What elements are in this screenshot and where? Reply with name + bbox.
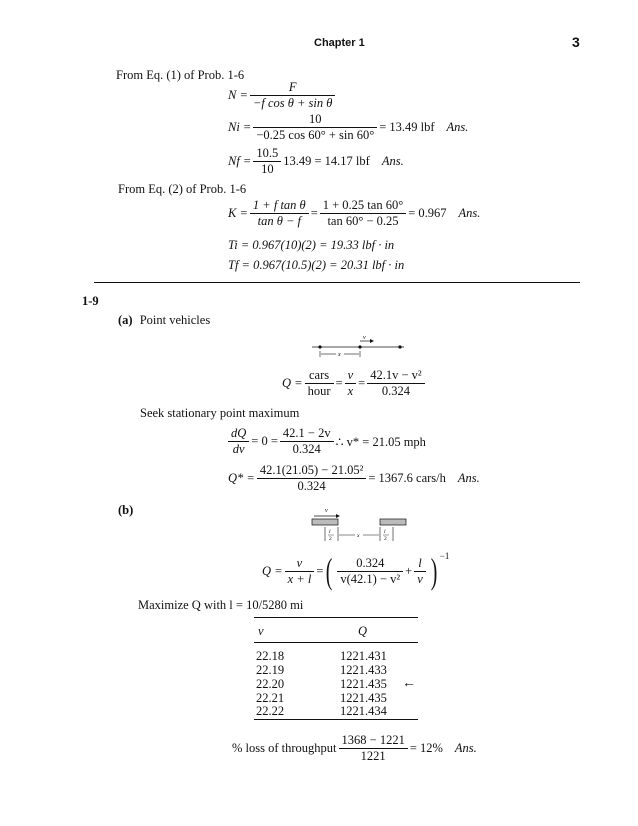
Q-lhs: Q = <box>282 376 303 390</box>
table-header-rule <box>254 642 418 643</box>
equation-N <box>228 80 337 111</box>
equation-loss <box>232 733 477 764</box>
table-cell-Q-1: 1221.431 <box>340 649 387 663</box>
velocity-label-b: v <box>325 508 328 514</box>
K-rhs: = 0.967 <box>408 206 447 220</box>
half-length-two-2: 2 <box>384 536 387 542</box>
table-cell-Q-3: 1221.435 <box>340 677 387 691</box>
Qstar-denominator: 0.324 <box>297 479 326 493</box>
Q-denominator-3: 0.324 <box>381 384 410 398</box>
table-cell-Q-4: 1221.435 <box>340 691 387 705</box>
Qb-numerator-3: l <box>414 556 426 572</box>
dQ-rhs: ∴ v* = 21.05 mph <box>335 434 426 449</box>
dQ-denominator-2: 0.324 <box>292 442 321 456</box>
spacing-label-b: x <box>357 533 360 539</box>
N-numerator: F <box>250 80 336 96</box>
table-cell-v-2: 22.19 <box>256 663 285 677</box>
velocity-arrowhead-b <box>336 514 340 518</box>
chapter-header: Chapter 1 <box>314 37 365 49</box>
table-cell-v-3: 22.20 <box>256 677 285 691</box>
vehicle-dot-1 <box>318 345 321 348</box>
loss-denominator: 1221 <box>360 749 386 763</box>
Q-fraction-1 <box>305 368 334 399</box>
loss-numerator: 1368 − 1221 <box>339 733 408 749</box>
table-cell-Q-5: 1221.434 <box>340 704 387 718</box>
Q-equals-1: = <box>335 376 343 390</box>
equation-Ni <box>228 112 468 143</box>
table-header-Q: Q <box>358 624 368 638</box>
table-header-v: v <box>258 624 264 638</box>
Q-numerator-2: v <box>345 368 357 384</box>
equation-Ti: Ti = 0.967(10)(2) = 19.33 lbf · in <box>228 238 395 252</box>
K-lhs: K = <box>228 206 248 220</box>
loss-fraction <box>339 733 408 764</box>
Qstar-numerator: 42.1(21.05) − 21.05² <box>257 463 367 479</box>
Qb-denominator-1: x + l <box>287 571 312 586</box>
Nf-fraction <box>253 146 281 177</box>
K-ans: Ans. <box>458 206 481 220</box>
Qstar-lhs: Q* = <box>228 471 255 485</box>
figure-vehicles-with-length <box>308 504 412 546</box>
Ni-numerator: 10 <box>253 112 377 128</box>
Q-denominator-2: x <box>347 384 354 398</box>
part-a-title: Point vehicles <box>139 313 211 327</box>
intro-eq1: From Eq. (1) of Prob. 1-6 <box>116 68 245 82</box>
Qb-denominator-3: v <box>417 571 423 586</box>
half-length-l-2: l <box>384 529 386 535</box>
K-fraction-2 <box>320 198 406 229</box>
seek-text: Seek stationary point maximum <box>140 406 300 420</box>
part-a-heading <box>118 313 210 328</box>
Qb-fraction-3 <box>414 556 426 587</box>
K-denominator-1: tan θ − f <box>257 214 301 228</box>
equation-Q <box>282 368 427 399</box>
max-arrow-icon: ← <box>402 676 416 691</box>
K-equals: = <box>310 206 318 220</box>
table-cell-v-4: 22.21 <box>256 691 285 705</box>
Q-fraction-2 <box>345 368 357 399</box>
loss-rhs: = 12% <box>409 741 443 755</box>
K-numerator-2: 1 + 0.25 tan 60° <box>320 198 406 214</box>
N-denominator: −f cos θ + sin θ <box>252 96 333 110</box>
Qb-equals: = <box>316 563 324 578</box>
Qb-fraction-1 <box>285 556 315 587</box>
velocity-arrowhead <box>370 339 374 343</box>
vehicle-rect-2 <box>380 519 406 525</box>
K-numerator-1: 1 + f tan θ <box>250 198 309 214</box>
Qstar-fraction <box>257 463 367 494</box>
equation-dQ <box>226 426 426 457</box>
Qb-numerator-1: v <box>285 556 315 572</box>
vehicle-dot-3 <box>398 345 401 348</box>
intro-eq2: From Eq. (2) of Prob. 1-6 <box>118 182 247 196</box>
Qb-fraction-2 <box>337 556 403 587</box>
maximize-text: Maximize Q with l = 10/5280 mi <box>138 598 304 612</box>
Q-fraction-3 <box>367 368 424 399</box>
Ni-lhs: Ni = <box>228 120 252 134</box>
dQ-denominator: dv <box>232 442 245 456</box>
Ni-denominator: −0.25 cos 60° + sin 60° <box>256 128 375 142</box>
table-cell-v-5: 22.22 <box>256 704 285 718</box>
section-divider <box>94 282 580 283</box>
dQ-numerator-2: 42.1 − 2v <box>280 426 334 442</box>
problem-number: 1-9 <box>82 294 99 308</box>
Q-equals-2: = <box>358 376 366 390</box>
dQ-numerator: dQ <box>228 426 249 442</box>
Qb-plus: + <box>405 563 413 578</box>
half-length-l-1: l <box>329 529 331 535</box>
Qb-exponent: −1 <box>439 551 450 561</box>
Nf-ans: Ans. <box>381 154 404 168</box>
vehicle-dot-2 <box>358 345 361 348</box>
half-length-two-1: 2 <box>329 536 332 542</box>
loss-ans: Ans. <box>454 741 477 755</box>
Qb-lhs: Q = <box>262 563 283 578</box>
N-fraction <box>250 80 336 111</box>
part-b-label: (b) <box>118 503 134 517</box>
Q-numerator-1: cars <box>305 368 334 384</box>
Qb-denominator-2: v(42.1) − v² <box>340 571 401 586</box>
spacing-label: x <box>338 352 341 358</box>
Nf-rhs: 13.49 = 14.17 lbf <box>283 154 370 168</box>
velocity-label: v <box>363 335 366 341</box>
part-a-label: (a) <box>118 313 133 327</box>
Qstar-ans: Ans. <box>457 471 480 485</box>
K-fraction-1 <box>250 198 309 229</box>
dQ-middle: = 0 = <box>251 434 278 448</box>
equation-Qb <box>262 553 449 589</box>
K-denominator-2: tan 60° − 0.25 <box>327 214 399 228</box>
vehicle-rect-1 <box>312 519 338 525</box>
Nf-denominator: 10 <box>261 162 274 176</box>
table-top-rule <box>254 617 418 618</box>
equation-K <box>228 198 480 229</box>
right-paren: ) <box>430 551 438 591</box>
Nf-numerator: 10.5 <box>253 146 281 162</box>
equation-Qstar <box>228 463 480 494</box>
equation-Tf: Tf = 0.967(10.5)(2) = 20.31 lbf · in <box>228 258 405 272</box>
dQ-fraction-2 <box>280 426 334 457</box>
N-lhs: N = <box>228 88 248 102</box>
table-bottom-rule <box>254 719 418 720</box>
dQ-fraction <box>228 426 249 457</box>
equation-Nf <box>228 146 404 177</box>
Ni-fraction <box>253 112 377 143</box>
Qb-numerator-2: 0.324 <box>337 556 403 572</box>
Q-denominator-1: hour <box>307 384 331 398</box>
loss-lhs: % loss of throughput <box>232 741 337 755</box>
Ni-rhs: = 13.49 lbf <box>379 120 435 134</box>
figure-point-vehicles <box>308 333 408 361</box>
table-cell-Q-2: 1221.433 <box>340 663 387 677</box>
page-number: 3 <box>572 34 580 50</box>
Q-numerator-3: 42.1v − v² <box>367 368 424 384</box>
Ni-ans: Ans. <box>446 120 469 134</box>
Qstar-rhs: = 1367.6 cars/h <box>368 471 446 485</box>
left-paren: ( <box>326 551 333 591</box>
Nf-lhs: Nf = <box>228 154 252 168</box>
table-cell-v-1: 22.18 <box>256 649 285 663</box>
